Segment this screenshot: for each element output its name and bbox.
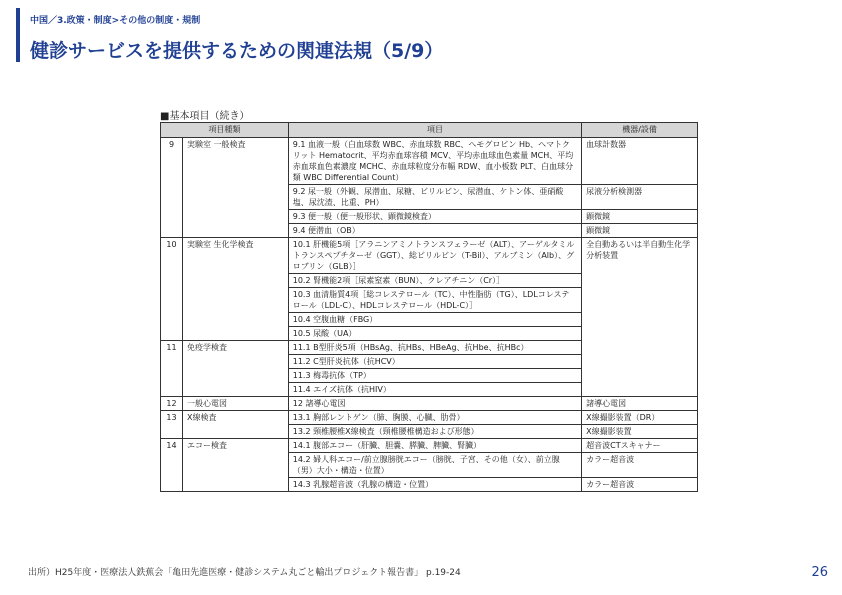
table-row xyxy=(161,397,698,411)
item-cell: 9.4 便潜血（OB） xyxy=(288,224,581,238)
source-footnote: 出所）H25年度・医療法人鉄蕉会「亀田先進医療・健診システム丸ごと輸出プロジェクト報告書」 p.19-24 xyxy=(28,568,461,578)
equipment-cell: X線撮影装置（DR） xyxy=(582,411,698,425)
table-header-row xyxy=(161,123,698,138)
header-category: 項目種類 xyxy=(161,123,289,138)
table-row xyxy=(161,238,698,274)
header-item: 項目 xyxy=(288,123,581,138)
category-cell: エコー検査 xyxy=(182,439,288,492)
row-number: 12 xyxy=(161,397,183,411)
item-cell: 14.2 婦人科エコー/前立腺膀胱エコー（膀胱、子宮、その他（女）、前立腺（男）大小・構造・位置） xyxy=(288,453,581,478)
row-number: 10 xyxy=(161,238,183,341)
equipment-cell: X線撮影装置 xyxy=(582,425,698,439)
item-cell: 11.2 C型肝炎抗体（抗HCV） xyxy=(288,355,581,369)
category-cell: 一般心電図 xyxy=(182,397,288,411)
row-number: 14 xyxy=(161,439,183,492)
row-number: 11 xyxy=(161,341,183,397)
breadcrumb: 中国／3.政策・制度>その他の制度・規制 xyxy=(30,16,201,26)
row-number: 13 xyxy=(161,411,183,439)
item-cell: 9.3 便一般（便一般形状、顕微鏡検査） xyxy=(288,210,581,224)
category-cell: 免疫学検査 xyxy=(182,341,288,397)
item-cell: 12 諸導心電図 xyxy=(288,397,581,411)
category-cell: X線検査 xyxy=(182,411,288,439)
equipment-cell: 尿液分析検測器 xyxy=(582,185,698,210)
item-cell: 10.5 尿酸（UA） xyxy=(288,327,581,341)
item-cell: 13.2 頸椎腰椎X線検査（頸椎腰椎構造および形態） xyxy=(288,425,581,439)
title-accent-bar xyxy=(16,8,20,62)
equipment-cell: 諸導心電図 xyxy=(582,397,698,411)
equipment-cell: カラー超音波 xyxy=(582,478,698,492)
equipment-cell: 顕微鏡 xyxy=(582,224,698,238)
item-cell: 14.3 乳腺超音波（乳腺の構造・位置） xyxy=(288,478,581,492)
table-row xyxy=(161,138,698,185)
equipment-cell: 全自動あるいは半自動生化学分析装置 xyxy=(582,238,698,397)
regulation-table xyxy=(160,122,698,492)
item-cell: 11.3 梅毒抗体（TP） xyxy=(288,369,581,383)
category-cell: 実験室 生化学検査 xyxy=(182,238,288,341)
item-cell: 10.4 空腹血糖（FBG） xyxy=(288,313,581,327)
table-row xyxy=(161,411,698,425)
item-cell: 9.1 血液一般（白血球数 WBC、赤血球数 RBC、ヘモグロビン Hb、ヘマトクリット Hematocrit、平均赤血球容積 MCV、平均赤血球血色素量 MCH、平均赤血球血色素濃度 MCHC、赤血球粒度分布幅 RDW、血小板数 PLT、白血球分類 WBC Differential Count） xyxy=(288,138,581,185)
item-cell: 9.2 尿一般（外観、尿潜血、尿糖、ビリルビン、尿潜血、ケトン体、亜硝酸塩、尿沈渣、比重、PH） xyxy=(288,185,581,210)
equipment-cell: カラー超音波 xyxy=(582,453,698,478)
equipment-cell: 超音波CTスキャナー xyxy=(582,439,698,453)
table-caption: ■基本項目（続き） xyxy=(160,111,250,122)
item-cell: 10.1 肝機能5項［アラニンアミノトランスフェラーゼ（ALT）、アーゲルタミルトランスペプチターゼ（GGT）、総ビリルビン（T-Bil）、アルブミン（Alb）、グロブリン（GLB）］ xyxy=(288,238,581,274)
item-cell: 13.1 胸部レントゲン（肺、胸膜、心臓、肋骨） xyxy=(288,411,581,425)
item-cell: 11.4 エイズ抗体（抗HIV） xyxy=(288,383,581,397)
item-cell: 10.3 血清脂質4項［総コレステロール（TC）、中性脂肪（TG）、LDLコレステロール（LDL-C）、HDLコレステロール（HDL-C）］ xyxy=(288,288,581,313)
page-number: 26 xyxy=(811,565,828,580)
item-cell: 14.1 腹部エコー（肝臓、胆嚢、膵臓、脾臓、腎臓） xyxy=(288,439,581,453)
page-title: 健診サービスを提供するための関連法規（5/9） xyxy=(30,40,444,62)
header-equipment: 機器/設備 xyxy=(582,123,698,138)
category-cell: 実験室 一般検査 xyxy=(182,138,288,238)
item-cell: 11.1 B型肝炎5項（HBsAg、抗HBs、HBeAg、抗Hbe、抗HBc） xyxy=(288,341,581,355)
item-cell: 10.2 腎機能2項［尿素窒素（BUN）、クレアチニン（Cr）］ xyxy=(288,274,581,288)
equipment-cell: 血球計数器 xyxy=(582,138,698,185)
equipment-cell: 顕微鏡 xyxy=(582,210,698,224)
row-number: 9 xyxy=(161,138,183,238)
table-row xyxy=(161,439,698,453)
